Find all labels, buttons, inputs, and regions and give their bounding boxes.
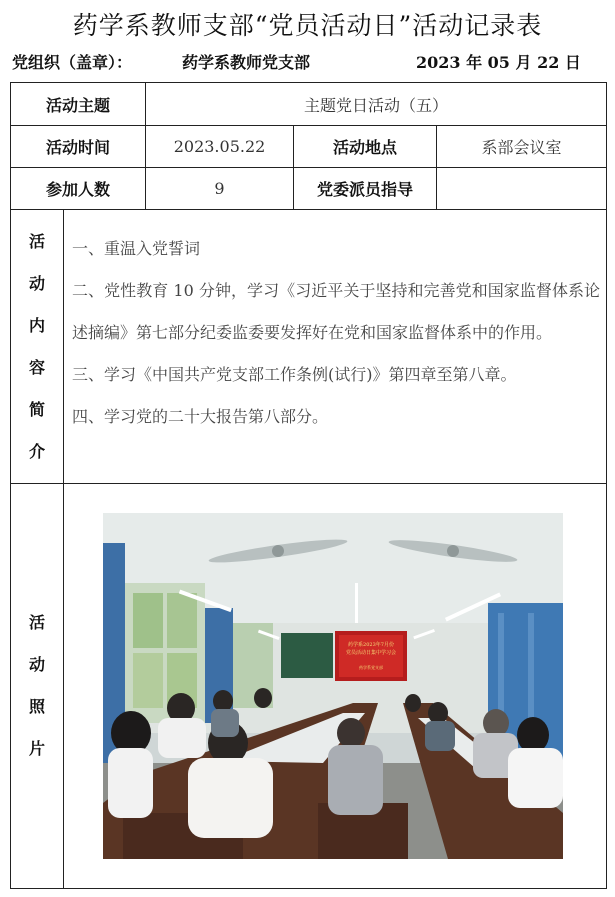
meta-row — [12, 50, 607, 72]
content-label-char: 简 — [28, 399, 45, 419]
screen-text-1: 药学系2023年7月份 — [348, 642, 394, 648]
content-item-4: 四、学习党的二十大报告第八部分。 — [72, 407, 329, 426]
place-label: 活动地点 — [294, 126, 437, 168]
org-label: 党组织（盖章）： — [12, 53, 133, 72]
content-label-char: 容 — [28, 357, 45, 377]
meeting-room-image — [103, 513, 563, 859]
time-place-row — [11, 126, 607, 168]
activity-photo — [103, 513, 563, 859]
theme-row — [11, 83, 607, 126]
place-value: 系部会议室 — [437, 126, 607, 168]
content-text — [64, 210, 607, 484]
record-table — [10, 82, 607, 889]
time-label: 活动时间 — [11, 126, 146, 168]
content-row — [11, 210, 607, 484]
count-label: 参加人数 — [11, 168, 146, 210]
screen-text-3: 药学系党支部 — [359, 665, 383, 670]
content-item-2: 二、党性教育 10 分钟，学习《习近平关于坚持和完善党和国家监督体系论述摘编》第七部分纪委监委要发挥好在党和国家监督体系中的作用。 — [72, 281, 601, 342]
content-item-3: 三、学习《中国共产党支部工作条例(试行)》第四章至第八章。 — [72, 365, 517, 384]
record-date: 2023 年 05 月 22 日 — [416, 53, 581, 72]
supervisor-value — [437, 168, 607, 210]
photo-cell — [64, 484, 607, 889]
content-label-char: 内 — [28, 315, 45, 335]
count-value: 9 — [146, 168, 294, 210]
count-row — [11, 168, 607, 210]
org-name: 药学系教师党支部 — [182, 53, 311, 72]
theme-value: 主题党日活动（五） — [146, 83, 607, 126]
supervisor-label: 党委派员指导 — [294, 168, 437, 210]
photo-label-char: 照 — [28, 697, 45, 716]
screen-text-2: 党员活动日集中学习会 — [345, 650, 397, 656]
time-value: 2023.05.22 — [146, 126, 294, 168]
content-section-label — [11, 210, 64, 484]
content-label-char: 介 — [28, 441, 45, 461]
content-label-char: 动 — [28, 273, 45, 293]
photo-label-char: 动 — [28, 655, 45, 674]
theme-label: 活动主题 — [11, 83, 146, 126]
photo-row — [11, 484, 607, 889]
photo-label-char: 片 — [28, 739, 45, 758]
document-title: 药学系教师支部“党员活动日”活动记录表 — [72, 11, 543, 40]
content-item-1: 一、重温入党誓词 — [72, 239, 201, 258]
content-label-char: 活 — [28, 231, 45, 251]
photo-label-char: 活 — [28, 613, 45, 632]
photo-section-label — [11, 484, 64, 889]
